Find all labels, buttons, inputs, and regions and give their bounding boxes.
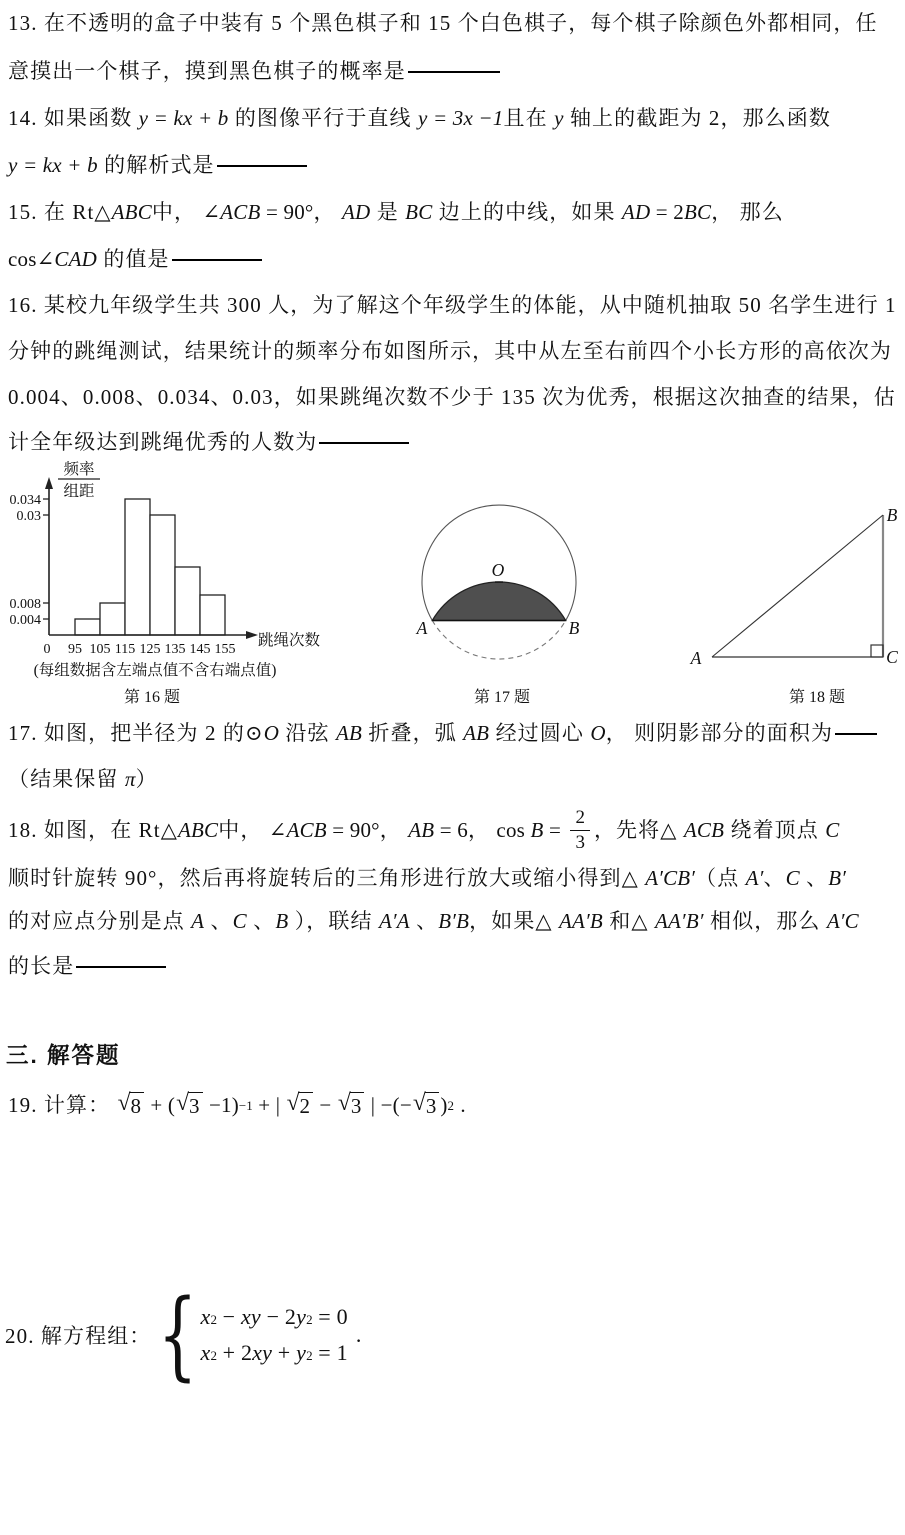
text-segment: = 6 xyxy=(434,818,468,842)
x-axis-arrow xyxy=(246,631,258,639)
text-segment: = 2 xyxy=(650,200,684,224)
hist-bar-135-145 xyxy=(175,567,200,635)
text-segment: ，先将△ xyxy=(593,818,684,842)
figure-17-circle xyxy=(330,455,620,710)
x-tick-label: 125 xyxy=(139,642,161,657)
text-segment: O xyxy=(590,721,606,745)
text-segment: ∠CAD xyxy=(36,247,97,271)
text-segment: 、 xyxy=(763,866,786,890)
text-segment: BC xyxy=(683,200,712,224)
text-segment: A′C xyxy=(826,909,859,933)
x-tick-label: 0 xyxy=(43,642,51,657)
answer-blank xyxy=(172,257,262,261)
text-segment: AA′B′ xyxy=(654,909,704,933)
equation-period: . xyxy=(355,1322,362,1347)
text-segment: 经过圆心 xyxy=(489,721,591,745)
answer-blank xyxy=(217,163,307,167)
text-segment: 相似，那么 xyxy=(703,909,827,933)
text-segment: ∠ACB xyxy=(202,200,261,224)
histogram-note: (每组数据含左端点值不含右端点值) xyxy=(33,662,277,679)
text-segment: B xyxy=(530,818,544,842)
text-segment: ， 那么 xyxy=(711,200,784,224)
x-tick-label: 105 xyxy=(89,642,111,657)
text-segment: 2 xyxy=(447,1097,455,1113)
text-segment: AA′B xyxy=(559,909,603,933)
problem-19-line xyxy=(8,1082,467,1128)
vertex-label-B: B xyxy=(886,505,898,525)
x-tick-label: 95 xyxy=(68,642,82,657)
text-segment: 的值是 xyxy=(97,247,170,271)
answer-blank xyxy=(835,731,877,735)
text-segment: cos xyxy=(496,818,531,842)
text-segment: x xyxy=(200,1304,211,1329)
text-segment: √ 8 xyxy=(118,1092,144,1117)
text-segment: √ 2 xyxy=(287,1092,313,1117)
text-segment: − 2 xyxy=(260,1304,297,1329)
problem-18-line-3 xyxy=(8,906,859,936)
text-segment: 、 xyxy=(246,909,276,933)
text-segment: A′A xyxy=(378,909,410,933)
text-segment: ， xyxy=(379,818,409,842)
text-segment: A′CB′ xyxy=(645,866,696,890)
text-segment: 中， xyxy=(218,818,269,842)
side-AB xyxy=(712,515,883,657)
text-segment: y = kx + b xyxy=(138,106,229,130)
y-axis-label-top: 频率 xyxy=(63,461,95,478)
problem-16-line-4 xyxy=(8,427,409,457)
equation-1 xyxy=(200,1304,347,1330)
text-segment: AB xyxy=(408,818,435,842)
text-segment: xy xyxy=(252,1340,273,1365)
text-segment: B′B xyxy=(438,909,470,933)
y-tick-label: 0.034 xyxy=(9,493,41,508)
text-segment: C xyxy=(825,818,840,842)
x-tick-label: 155 xyxy=(214,642,236,657)
problem-17-line-2 xyxy=(8,764,158,794)
text-segment: xy xyxy=(240,1304,261,1329)
text-segment: 2 xyxy=(306,1348,313,1363)
answer-blank xyxy=(76,964,166,968)
problem-15-line-2 xyxy=(8,244,262,274)
system-brace: { xyxy=(158,1279,198,1391)
text-segment: 的对应点分别是点 xyxy=(8,909,192,933)
x-tick-label: 115 xyxy=(114,642,136,657)
vertex-label-A: A xyxy=(690,648,702,668)
circle-dashed-arc xyxy=(432,621,565,660)
problem-16-line-1 xyxy=(8,290,897,320)
hist-bar-145-155 xyxy=(200,595,225,635)
text-segment: 沿弦 xyxy=(279,721,336,745)
text-segment: − xyxy=(313,1093,337,1117)
text-segment: 折叠，弧 xyxy=(362,721,464,745)
problem-20-block xyxy=(5,1279,362,1391)
answer-blank xyxy=(319,440,409,444)
problem-13-line-1 xyxy=(8,8,878,38)
text-segment: −1 xyxy=(238,1097,253,1113)
problem-18-line-1 xyxy=(8,800,839,860)
text-segment: A′ xyxy=(745,866,764,890)
text-segment: = xyxy=(543,818,567,842)
text-segment: 三. 解答题 xyxy=(6,1043,121,1068)
answer-blank xyxy=(408,69,500,73)
text-segment: π xyxy=(124,767,136,791)
text-segment: 是 xyxy=(370,200,406,224)
text-segment: 19. 计算： xyxy=(8,1093,117,1117)
y-axis-label-bottom: 组距 xyxy=(63,483,95,500)
text-segment: 14. 如果函数 xyxy=(8,106,139,130)
text-segment: ∠ACB xyxy=(268,818,327,842)
text-segment: AD xyxy=(341,200,371,224)
text-segment: 2 xyxy=(306,1312,313,1327)
text-segment: cos xyxy=(8,247,37,271)
text-segment: （点 xyxy=(695,866,746,890)
text-segment: A xyxy=(191,909,205,933)
text-segment: AB xyxy=(463,721,490,745)
y-tick-label: 0.004 xyxy=(9,613,41,628)
text-segment: 顺时针旋转 90°，然后再将旋转后的三角形进行放大或缩小得到△ xyxy=(8,866,646,890)
text-segment: 18. 如图，在 Rt△ xyxy=(8,818,178,842)
text-segment: ， xyxy=(467,818,497,842)
text-segment: = 90° xyxy=(326,818,380,842)
problem-15-line-1 xyxy=(8,197,784,227)
equation-stack xyxy=(200,1304,347,1366)
text-segment: AD xyxy=(621,200,651,224)
text-segment: B′ xyxy=(828,866,847,890)
text-segment: O xyxy=(263,721,280,745)
figure-16-histogram xyxy=(0,455,330,710)
text-segment: √ 3 xyxy=(413,1092,439,1117)
problem-16-line-3 xyxy=(8,382,896,412)
text-segment: 轴上的截距为 2，那么函数 xyxy=(563,106,832,130)
text-segment: 2 xyxy=(210,1312,217,1327)
vertex-label-A: A xyxy=(416,618,428,638)
text-segment: （结果保留 xyxy=(8,767,125,791)
text-segment: AB xyxy=(335,721,363,745)
text-segment: ACB xyxy=(683,818,725,842)
text-segment: = 90° xyxy=(260,200,314,224)
text-segment: y = 3x −1 xyxy=(417,106,504,130)
figure-17-caption: 第 17 题 xyxy=(473,689,531,706)
center-label-O: O xyxy=(491,560,505,580)
text-segment: ABC xyxy=(111,200,152,224)
text-segment: 13. 在不透明的盒子中装有 5 个黑色棋子和 15 个白色棋子，每个棋子除颜色外都相同，任 xyxy=(8,11,878,35)
text-segment: 计全年级达到跳绳优秀的人数为 xyxy=(8,430,318,454)
y-axis-arrow xyxy=(45,477,53,489)
problem-14-line-2 xyxy=(8,150,307,180)
text-segment: + 2 xyxy=(216,1340,253,1365)
equation-2 xyxy=(200,1340,347,1366)
text-segment: 、 xyxy=(799,866,829,890)
text-segment: = 1 xyxy=(312,1340,348,1365)
text-segment: 的解析式是 xyxy=(97,153,215,177)
text-segment: 、 xyxy=(409,909,439,933)
vertex-label-B: B xyxy=(568,618,580,638)
text-segment: ），联结 xyxy=(288,909,379,933)
figure-16-caption: 第 16 题 xyxy=(123,689,181,706)
text-segment: 的长是 xyxy=(8,954,75,978)
problem-18-line-2 xyxy=(8,863,846,893)
text-segment: 中， xyxy=(151,200,203,224)
problem-20-label xyxy=(5,1320,151,1350)
text-segment: √ 3 xyxy=(176,1092,202,1117)
text-segment: 、 xyxy=(204,909,233,933)
x-tick-label: 145 xyxy=(189,642,211,657)
text-segment: C xyxy=(785,866,800,890)
text-segment: 且在 xyxy=(503,106,555,130)
text-segment: − xyxy=(216,1304,241,1329)
text-segment: + ( xyxy=(144,1093,176,1117)
problem-18-line-4 xyxy=(8,951,166,981)
text-segment: ，如果△ xyxy=(469,909,560,933)
text-segment: 分钟的跳绳测试，结果统计的频率分布如图所示，其中从左至右前四个小长方形的高依次为 xyxy=(8,339,892,363)
text-segment: ， 则阴影部分的面积为 xyxy=(605,721,834,745)
text-segment: B xyxy=(275,909,289,933)
text-segment: y xyxy=(296,1340,307,1365)
text-segment: 17. 如图，把半径为 2 的⊙ xyxy=(8,721,264,745)
problem-16-line-2 xyxy=(8,336,892,366)
text-segment: 的图像平行于直线 xyxy=(228,106,418,130)
text-segment: ， xyxy=(313,200,342,224)
hist-bar-105-115 xyxy=(100,603,125,635)
text-segment: x xyxy=(200,1340,211,1365)
histogram-bars xyxy=(75,499,225,635)
y-tick-label: 0.008 xyxy=(9,597,41,612)
text-segment: 绕着顶点 xyxy=(724,818,826,842)
figure-18-caption: 第 18 题 xyxy=(788,689,846,706)
text-segment: ） xyxy=(135,767,158,791)
text-segment: + xyxy=(272,1340,297,1365)
hist-bar-95-105 xyxy=(75,619,100,635)
text-segment: −1) xyxy=(203,1093,239,1117)
problem-17-line-1 xyxy=(8,718,877,748)
text-segment: 0.004、0.008、0.034、0.03，如果跳绳次数不少于 135 次为优秀，根据这次抽查的结果，估 xyxy=(8,385,896,409)
x-axis-label: 跳绳次数 xyxy=(258,632,321,649)
text-segment: BC xyxy=(405,200,433,224)
hist-bar-125-135 xyxy=(150,515,175,635)
text-segment: √ 3 xyxy=(338,1092,364,1117)
text-segment: C xyxy=(232,909,247,933)
text-segment: 20. 解方程组： xyxy=(5,1324,152,1348)
x-tick-label: 135 xyxy=(164,642,186,657)
vertex-label-C: C xyxy=(886,647,898,667)
text-segment: ) xyxy=(440,1093,448,1117)
text-segment: 和△ xyxy=(602,909,655,933)
text-segment: ABC xyxy=(177,818,219,842)
text-segment: . xyxy=(454,1093,467,1117)
text-segment: 16. 某校九年级学生共 300 人，为了解这个年级学生的体能，从中随机抽取 50 名学生进行 1 xyxy=(8,293,897,317)
hist-bar-115-125 xyxy=(125,499,150,635)
text-segment: y xyxy=(296,1304,307,1329)
text-segment: + | xyxy=(252,1093,286,1117)
y-tick-label: 0.03 xyxy=(16,509,41,524)
text-segment: 15. 在 Rt△ xyxy=(8,200,112,224)
text-segment: y xyxy=(554,106,564,130)
problem-14-line-1 xyxy=(8,103,831,133)
figure-18-triangle xyxy=(620,455,905,710)
problem-13-line-2 xyxy=(8,56,500,86)
text-segment: $\frac{2}{3}$ xyxy=(570,807,590,854)
text-segment: 意摸出一个棋子，摸到黑色棋子的概率是 xyxy=(8,59,406,83)
section-heading-answers xyxy=(6,1038,121,1070)
text-segment: | −(− xyxy=(365,1093,412,1117)
text-segment: 边上的中线，如果 xyxy=(432,200,622,224)
right-angle-mark xyxy=(871,645,883,657)
text-segment: = 0 xyxy=(312,1304,348,1329)
text-segment: y = kx + b xyxy=(8,153,98,177)
folded-shaded-segment xyxy=(432,582,565,621)
text-segment: 2 xyxy=(210,1348,217,1363)
